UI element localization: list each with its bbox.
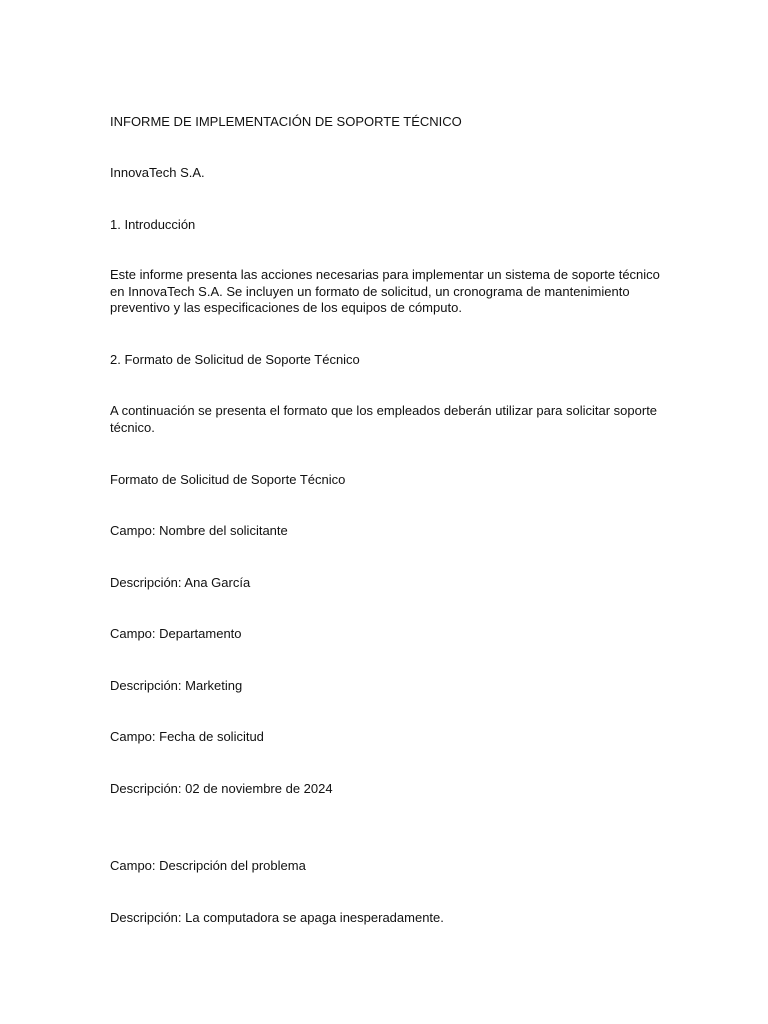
section-heading-introduction: 1. Introducción (110, 217, 196, 232)
form-field-label: Campo: Fecha de solicitud (110, 729, 264, 744)
section-heading-request-format: 2. Formato de Solicitud de Soporte Técnico (110, 352, 360, 367)
form-field-description: Descripción: Ana García (110, 575, 251, 590)
introduction-paragraph: Este informe presenta las acciones necesarias para implementar un sistema de soporte técnico en InnovaTech S.A. Se incluyen un formato de solicitud, un cronograma de mantenimiento preventivo y las especificaciones de los equipos de cómputo. (110, 267, 660, 316)
document-title: INFORME DE IMPLEMENTACIÓN DE SOPORTE TÉCNICO (110, 114, 462, 129)
form-field-label: Campo: Nombre del solicitante (110, 523, 288, 538)
form-field-label: Campo: Descripción del problema (110, 858, 306, 873)
form-field-description: Descripción: 02 de noviembre de 2024 (110, 781, 333, 796)
form-field-label: Campo: Departamento (110, 626, 242, 641)
request-format-paragraph: A continuación se presenta el formato que los empleados deberán utilizar para solicitar soporte técnico. (110, 403, 658, 435)
form-field-description: Descripción: La computadora se apaga inesperadamente. (110, 910, 444, 925)
company-name: InnovaTech S.A. (110, 165, 205, 180)
form-field-description: Descripción: Marketing (110, 678, 243, 693)
form-title: Formato de Solicitud de Soporte Técnico (110, 472, 346, 487)
